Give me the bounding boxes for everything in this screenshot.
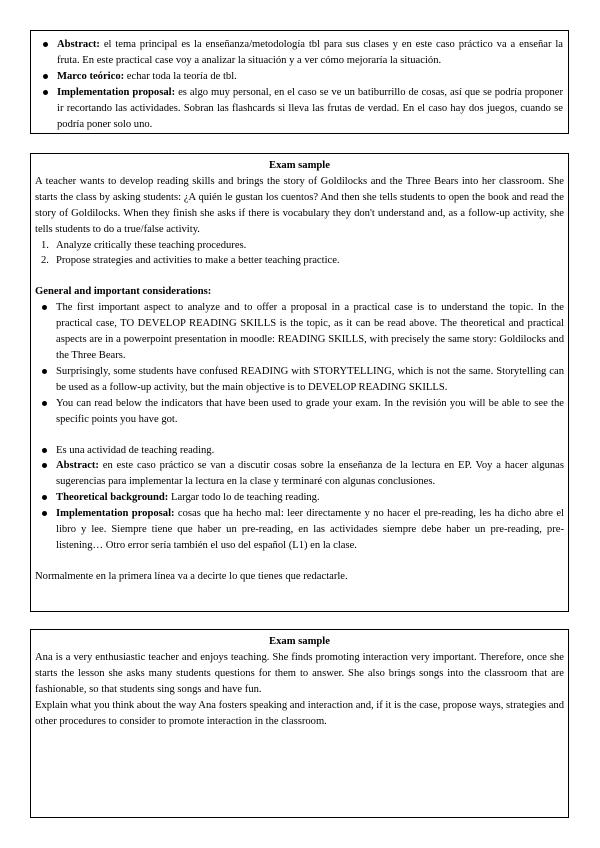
list-item (36, 69, 563, 85)
task-number: 2. (41, 255, 49, 267)
item-label: Implementation proposal: (56, 508, 175, 520)
list-item (36, 37, 563, 69)
exam-sample-reading-box (30, 153, 569, 612)
spacer (35, 428, 564, 443)
list-item (35, 458, 564, 490)
closing-note: Normalmente en la primera línea va a decirte lo que tienes que redactarle. (35, 570, 348, 582)
item-text: echar toda la teoría de tbl. (124, 70, 237, 82)
exam-sample-title: Exam sample (269, 160, 330, 171)
task-text: Analyze critically these teaching procedures. (56, 239, 247, 251)
item-label: Abstract: (56, 460, 99, 472)
task-text: Propose strategies and activities to make a better teaching practice. (56, 255, 340, 267)
item-text: el tema principal es la enseñanza/metodología tbl para sus clases y en este caso práctico va a enseñar la fruta. En este practical case voy a analizar la situación y a ver cómo mejoraría la situación. (57, 39, 563, 66)
exam-scenario-paragraph: Ana is a very enthusiastic teacher and enjoys teaching. She finds promoting interaction very important. Therefore, once she starts the lesson she asks many students questions for them to answer. She also brings songs into the classroom that are fashionable, so that students sing songs and have fun. (35, 651, 564, 695)
list-item (35, 443, 564, 459)
list-item: Surprisingly, some students have confused READING with STORYTELLING, which is not the same. Storytelling can be used as a follow-up activity, but the main objective is to DEVELOP READING SKILLS. (35, 364, 564, 396)
considerations-list (35, 300, 564, 427)
list-item (35, 506, 564, 554)
item-label: Abstract: (57, 39, 100, 50)
item-text: en este caso práctico se van a discutir cosas sobre la enseñanza de la lectura en EP. Voy a hacer algunas sugerencias para implementar la lectura en la clase y terminaré con algunas conclusiones. (56, 460, 564, 488)
item-label: Implementation proposal: (57, 86, 176, 98)
task-number: 1. (41, 239, 49, 251)
list-item (36, 85, 563, 133)
task-item (35, 238, 564, 254)
item-label: Theoretical background: (56, 492, 169, 504)
task-list (35, 238, 564, 270)
item-text: Es una actividad de teaching reading. (56, 444, 215, 456)
list-item: You can read below the indicators that have been used to grade your exam. In the revisión you will be able to see the specific points you have got. (35, 396, 564, 428)
exam-intro-paragraph: A teacher wants to develop reading skills and brings the story of Goldilocks and the Three Bears into her classroom. She starts the class by asking students: ¿A quién le gustan los cuentos? And then she tells students to open the book and read the story of Goldilocks. When they finish she asks if there is vocabulary they don't understand and, as a follow-up activity, she tells students to do a true/false activity. (35, 175, 564, 235)
tbl-notes-list (36, 37, 563, 132)
item-text: es algo muy personal, en el caso se ve un batiburrillo de cosas, así que se podría proponer ir recortando las actividades. Sobran las flashcards si lleva las frutas de verdad. En el caso hay dos juegos, cuando se podría poner solo uno. (57, 86, 563, 130)
task-item (35, 253, 564, 269)
item-text: Largar todo lo de teaching reading. (168, 492, 320, 504)
list-item (35, 490, 564, 506)
spacer (35, 554, 564, 569)
notes-box-tbl (30, 30, 569, 134)
item-label: Marco teórico: (57, 70, 125, 82)
exam-question-paragraph: Explain what you think about the way Ana fosters speaking and interaction and, if it is the case, propose ways, strategies and other procedures to consider to promote interaction in the classroom. (35, 699, 564, 727)
reading-notes-list (35, 443, 564, 554)
exam-sample-interaction-box (30, 629, 569, 818)
considerations-heading: General and important considerations: (35, 286, 212, 298)
exam-sample-title: Exam sample (269, 636, 330, 647)
list-item: The first important aspect to analyze and to offer a proposal in a practical case is to understand the topic. In the practical case, TO DEVELOP READING SKILLS is the topic, as it can be read above. The theoretical and practical aspects are in a powerpoint presentation in moodle: READING SKILLS, with precisely the same story: Goldilocks and the Three Bears. (35, 300, 564, 364)
spacer (35, 269, 564, 284)
item-text: cosas que ha hecho mal: leer directamente y no hacer el pre-reading, les ha dicho abre el libro y lee. Siempre tiene que haber un pre-reading, en las actividades siempre debe haber un pre-reading, pre-listening… Otro error sería también el uso del español (L1) en la clase. (56, 508, 564, 551)
